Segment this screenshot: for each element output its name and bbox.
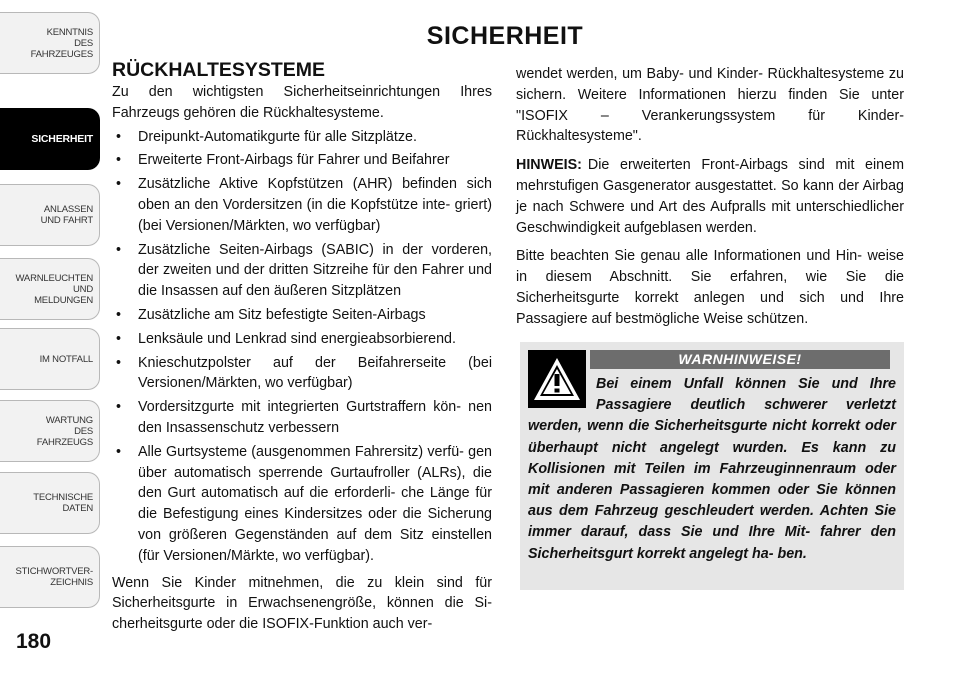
note-text: Die erweiterten Front-Airbags sind mit einem mehrstufigen Gasgenerator ausgestattet. So kann der Airbag je nach Schwere und Art des Aufpralls mit unterschiedlicher Geschwindigkeit aufgeblasen werden.: [516, 157, 904, 236]
closing-paragraph: Wenn Sie Kinder mitnehmen, die zu klein sind für Sicherheitsgurte in Erwachsenengröße, können die Si- cherheitsgurte oder die ISOFIX-Funktion auch ver-: [112, 574, 492, 633]
note-paragraph: [516, 155, 904, 238]
warning-text-container: [528, 374, 896, 565]
warning-text: Bei einem Unfall können Sie und Ihre Passagiere deutlich schwerer verletzt werden, wenn die Sicherheitsgurte nicht korrekt oder überhaupt nicht angelegt wurden. Es kann zu Kollisionen mit Teilen im Fahrzeuginnenraum oder mit anderen Passagieren kommen oder Sie können aus dem Fahrzeug geschleudert werden. Achten Sie immer darauf, dass Sie und Ihre Mit- fahrer den Sicherheitsgurt korrekt angelegt ha- ben.: [528, 376, 896, 562]
tab-technische-daten[interactable]: TECHNISCHE DATEN: [0, 472, 100, 534]
note-label: HINWEIS:: [516, 157, 582, 174]
warning-header: WARNHINWEISE!: [590, 350, 890, 369]
list-item: • Dreipunkt-Automatikgurte für alle Sitzplätze.: [112, 127, 492, 148]
intro-paragraph: Zu den wichtigsten Sicherheitseinrichtungen Ihres Fahrzeugs gehören die Rückhaltesysteme.: [112, 84, 492, 121]
tab-anlassen-und-fahrt[interactable]: ANLASSEN UND FAHRT: [0, 184, 100, 246]
tab-wartung-des-fahrzeugs[interactable]: WARTUNG DES FAHRZEUGS: [0, 400, 100, 462]
tab-im-notfall[interactable]: IM NOTFALL: [0, 328, 100, 390]
page-title: SICHERHEIT: [426, 22, 584, 50]
right-column: [516, 64, 904, 330]
section-heading: RÜCKHALTESYSTEME: [112, 59, 326, 81]
list-item: • Zusätzliche am Sitz befestigte Seiten-Airbags: [112, 305, 492, 326]
page-number: 180: [16, 630, 52, 653]
list-item: • Erweiterte Front-Airbags für Fahrer und Beifahrer: [112, 150, 492, 171]
warning-box: [520, 342, 904, 590]
list-item: • Lenksäule und Lenkrad sind energieabsorbierend.: [112, 329, 492, 350]
tab-kenntnis-des-fahrzeuges[interactable]: KENNTNIS DES FAHRZEUGES: [0, 12, 100, 74]
left-column: [112, 58, 492, 635]
tab-stichwortverzeichnis[interactable]: STICHWORTVER- ZEICHNIS: [0, 546, 100, 608]
restraint-list: [112, 127, 492, 567]
info-paragraph: Bitte beachten Sie genau alle Informationen und Hin- weise in diesem Abschnitt. Sie erfahren, wie Sie die Sicherheitsgurte korrekt anlegen und sich und Ihre Passagiere auf bestmögliche Weise schützen.: [516, 248, 904, 327]
tab-sicherheit[interactable]: SICHERHEIT: [0, 108, 100, 170]
list-item: • Zusätzliche Seiten-Airbags (SABIC) in der vorderen, der zweiten und der dritten Sitzreihe für den Fahrer und die Insassen auf den äußeren Sitzplätzen: [112, 240, 492, 302]
list-item: • Knieschutzpolster auf der Beifahrerseite (bei Versionen/Märkten, wo verfügbar): [112, 353, 492, 395]
chapter-sidebar: [0, 0, 104, 610]
continuation-paragraph: wendet werden, um Baby- und Kinder- Rückhaltesysteme zu sichern. Weitere Informationen hierzu finden Sie unter "ISOFIX – Verankerungssystem für Kinder-Rückhaltesysteme".: [516, 66, 904, 145]
list-item: • Alle Gurtsysteme (ausgenommen Fahrersitz) verfü- gen über automatisch sperrende Gurtaufroller (ALRs), die den Gurt automatisch auf die erforderli- che Länge für die Befestigung eines Kindersitzes oder die Sicherung von größeren Gegenständen auf dem Sitz einstellen (für Versionen/Märkte, wo verfügbar).: [112, 442, 492, 567]
tab-warnleuchten-und-meldungen[interactable]: WARNLEUCHTEN UND MELDUNGEN: [0, 258, 100, 320]
list-item: • Zusätzliche Aktive Kopfstützen (AHR) befinden sich oben an den Vordersitzen (in die Kopfstütze inte- griert) (bei Versionen/Märkten, wo verfügbar): [112, 174, 492, 236]
list-item: • Vordersitzgurte mit integrierten Gurtstraffern kön- nen den Insassenschutz verbessern: [112, 397, 492, 439]
